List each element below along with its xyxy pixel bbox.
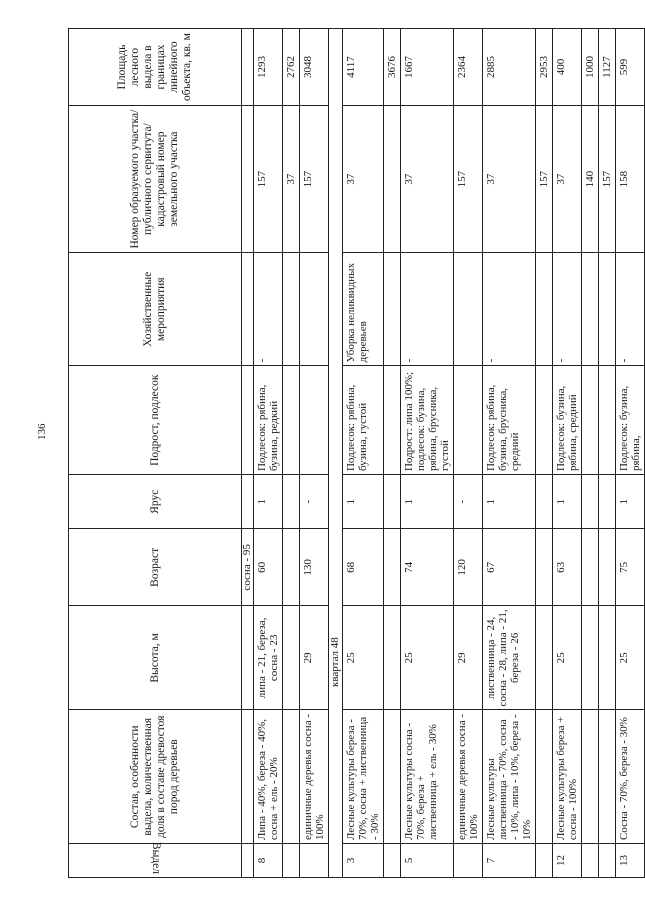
vydel-cell [300,844,329,878]
meropriyatiya-cell [536,253,553,366]
meropriyatiya-cell [454,253,483,366]
sostav-cell: Липа - 40%, береза - 40%, сосна + ель - 20% [254,710,283,844]
vozrast-cell: 67 [483,529,536,606]
continuation-row [242,29,254,878]
continuation-vozrast: сосна - 95 [242,529,254,606]
header-row [69,29,242,878]
yarus-cell: 1 [401,475,454,529]
ploshad-cell: 4117 [343,29,384,106]
vozrast-cell: 74 [401,529,454,606]
header-yarus: Ярус [69,475,242,529]
nomer-cell: 158 [616,106,645,253]
vydel-cell [283,844,300,878]
vozrast-cell: 60 [254,529,283,606]
table-row [599,29,616,878]
vydel-cell: 5 [401,844,454,878]
podrost-cell: Подлесок: бузина, рябина, [616,366,645,475]
vozrast-cell: 130 [300,529,329,606]
vozrast-cell: 120 [454,529,483,606]
ploshad-cell: 2762 [283,29,300,106]
ploshad-cell: 1000 [582,29,599,106]
vozrast-cell [582,529,599,606]
nomer-cell [384,106,401,253]
sostav-cell [536,710,553,844]
ploshad-cell: 400 [553,29,582,106]
sostav-cell [582,710,599,844]
podrost-cell [283,366,300,475]
yarus-cell: 1 [553,475,582,529]
yarus-cell [283,475,300,529]
podrost-cell: Подлесок: рябина, бузина, брусника, средний [483,366,536,475]
yarus-cell [384,475,401,529]
sostav-cell: Лесные культуры сосна - 70%, береза + лиственница + ель - 30% [401,710,454,844]
podrost-cell [536,366,553,475]
vydel-cell: 8 [254,844,283,878]
yarus-cell: 1 [254,475,283,529]
meropriyatiya-cell: - [483,253,536,366]
podrost-cell: Подлесок: рябина, бузина, густой [343,366,384,475]
podrost-cell [599,366,616,475]
vydel-cell: 3 [343,844,384,878]
vozrast-cell: 68 [343,529,384,606]
ploshad-cell: 1127 [599,29,616,106]
vydel-cell: 12 [553,844,582,878]
ploshad-cell: 1667 [401,29,454,106]
ploshad-cell: 599 [616,29,645,106]
forest-table-rotated [68,28,642,878]
kvartal-row [329,29,343,878]
vysota-cell [283,606,300,710]
vozrast-cell: 75 [616,529,645,606]
table-row [254,29,283,878]
vysota-cell: лиственница - 24, сосна - 28, липа - 21, береза - 26 [483,606,536,710]
meropriyatiya-cell: - [553,253,582,366]
vysota-cell: липа - 21, береза, сосна - 23 [254,606,283,710]
table-row [454,29,483,878]
table-row [616,29,645,878]
yarus-cell: 1 [616,475,645,529]
meropriyatiya-cell [283,253,300,366]
vozrast-cell [536,529,553,606]
nomer-cell: 37 [283,106,300,253]
meropriyatiya-cell [599,253,616,366]
table-row [401,29,454,878]
header-meropriyatiya: Хозяйственные мероприятия [69,253,242,366]
vozrast-cell [384,529,401,606]
podrost-cell: Подрост: липа 100%; подлесок: бузина, рябина, брусника, густой [401,366,454,475]
yarus-cell: 1 [483,475,536,529]
sostav-cell: Лесные культуры береза - 70%, сосна + лиственница - 30% [343,710,384,844]
podrost-cell [454,366,483,475]
table-row [283,29,300,878]
ploshad-cell: 3676 [384,29,401,106]
vydel-cell: 13 [616,844,645,878]
table-row [536,29,553,878]
table-row [300,29,329,878]
nomer-cell: 157 [454,106,483,253]
vydel-cell [454,844,483,878]
vydel-cell [536,844,553,878]
ploshad-cell: 2885 [483,29,536,106]
table-row [582,29,599,878]
vozrast-cell: 63 [553,529,582,606]
podrost-cell [582,366,599,475]
sostav-cell: Лесные культуры лиственница - 70%, сосна - 10%, липа - 10%, береза - 10% [483,710,536,844]
yarus-cell [536,475,553,529]
nomer-cell: 37 [483,106,536,253]
vydel-cell [582,844,599,878]
vozrast-cell [283,529,300,606]
meropriyatiya-cell: - [254,253,283,366]
podrost-cell: Подлесок: рябина, бузина, редкий [254,366,283,475]
kvartal-label: квартал 48 [329,29,343,878]
meropriyatiya-cell: Уборка неликвидных деревьев [343,253,384,366]
yarus-cell: - [300,475,329,529]
meropriyatiya-cell: - [616,253,645,366]
vydel-cell [599,844,616,878]
page-number: 136 [36,423,48,440]
vysota-cell: 29 [454,606,483,710]
vysota-cell [599,606,616,710]
header-vydel: Выдел [69,844,242,878]
table-row [343,29,384,878]
table-row [553,29,582,878]
podrost-cell: Подлесок: бузина, рябина, средний [553,366,582,475]
meropriyatiya-cell [582,253,599,366]
vozrast-cell [599,529,616,606]
ploshad-cell: 2364 [454,29,483,106]
nomer-cell: 157 [599,106,616,253]
header-ploshad: Площадь лесного выдела в границах линейного объекта, кв. м [69,29,242,106]
rows-before-kvartal [254,29,329,878]
yarus-cell: 1 [343,475,384,529]
sostav-cell: единичные деревья сосна - 100% [300,710,329,844]
nomer-cell: 37 [401,106,454,253]
podrost-cell [384,366,401,475]
table-row [483,29,536,878]
yarus-cell: - [454,475,483,529]
vysota-cell: 29 [300,606,329,710]
vysota-cell: 25 [553,606,582,710]
nomer-cell: 157 [300,106,329,253]
table-row [384,29,401,878]
vysota-cell [536,606,553,710]
ploshad-cell: 3048 [300,29,329,106]
podrost-cell [300,366,329,475]
vysota-cell [582,606,599,710]
nomer-cell: 37 [343,106,384,253]
sostav-cell: Сосна - 70%, береза - 30% [616,710,645,844]
vysota-cell: 25 [343,606,384,710]
rows-after-kvartal [343,29,645,878]
vysota-cell [384,606,401,710]
nomer-cell: 140 [582,106,599,253]
ploshad-cell: 1293 [254,29,283,106]
vysota-cell: 25 [616,606,645,710]
nomer-cell: 37 [553,106,582,253]
sostav-cell: единичные деревья сосна - 100% [454,710,483,844]
header-podrost: Подрост, подлесок [69,366,242,475]
vydel-cell: 7 [483,844,536,878]
yarus-cell [599,475,616,529]
meropriyatiya-cell [384,253,401,366]
sostav-cell: Лесные культуры береза + сосна - 100% [553,710,582,844]
vysota-cell: 25 [401,606,454,710]
ploshad-cell: 2953 [536,29,553,106]
vydel-cell [384,844,401,878]
sostav-cell [283,710,300,844]
yarus-cell [582,475,599,529]
nomer-cell: 157 [254,106,283,253]
sostav-cell [384,710,401,844]
sostav-cell [599,710,616,844]
meropriyatiya-cell: - [401,253,454,366]
header-nomer: Номер образуемого участка/ публичного сервитута/кадастровый номер земельного участка [69,106,242,253]
header-vysota: Высота, м [69,606,242,710]
header-sostav: Состав, особенности выдела, количественная доля в составе древостоя пород деревьев [69,710,242,844]
forest-inventory-table [68,28,645,878]
nomer-cell: 157 [536,106,553,253]
meropriyatiya-cell [300,253,329,366]
header-vozrast: Возраст [69,529,242,606]
